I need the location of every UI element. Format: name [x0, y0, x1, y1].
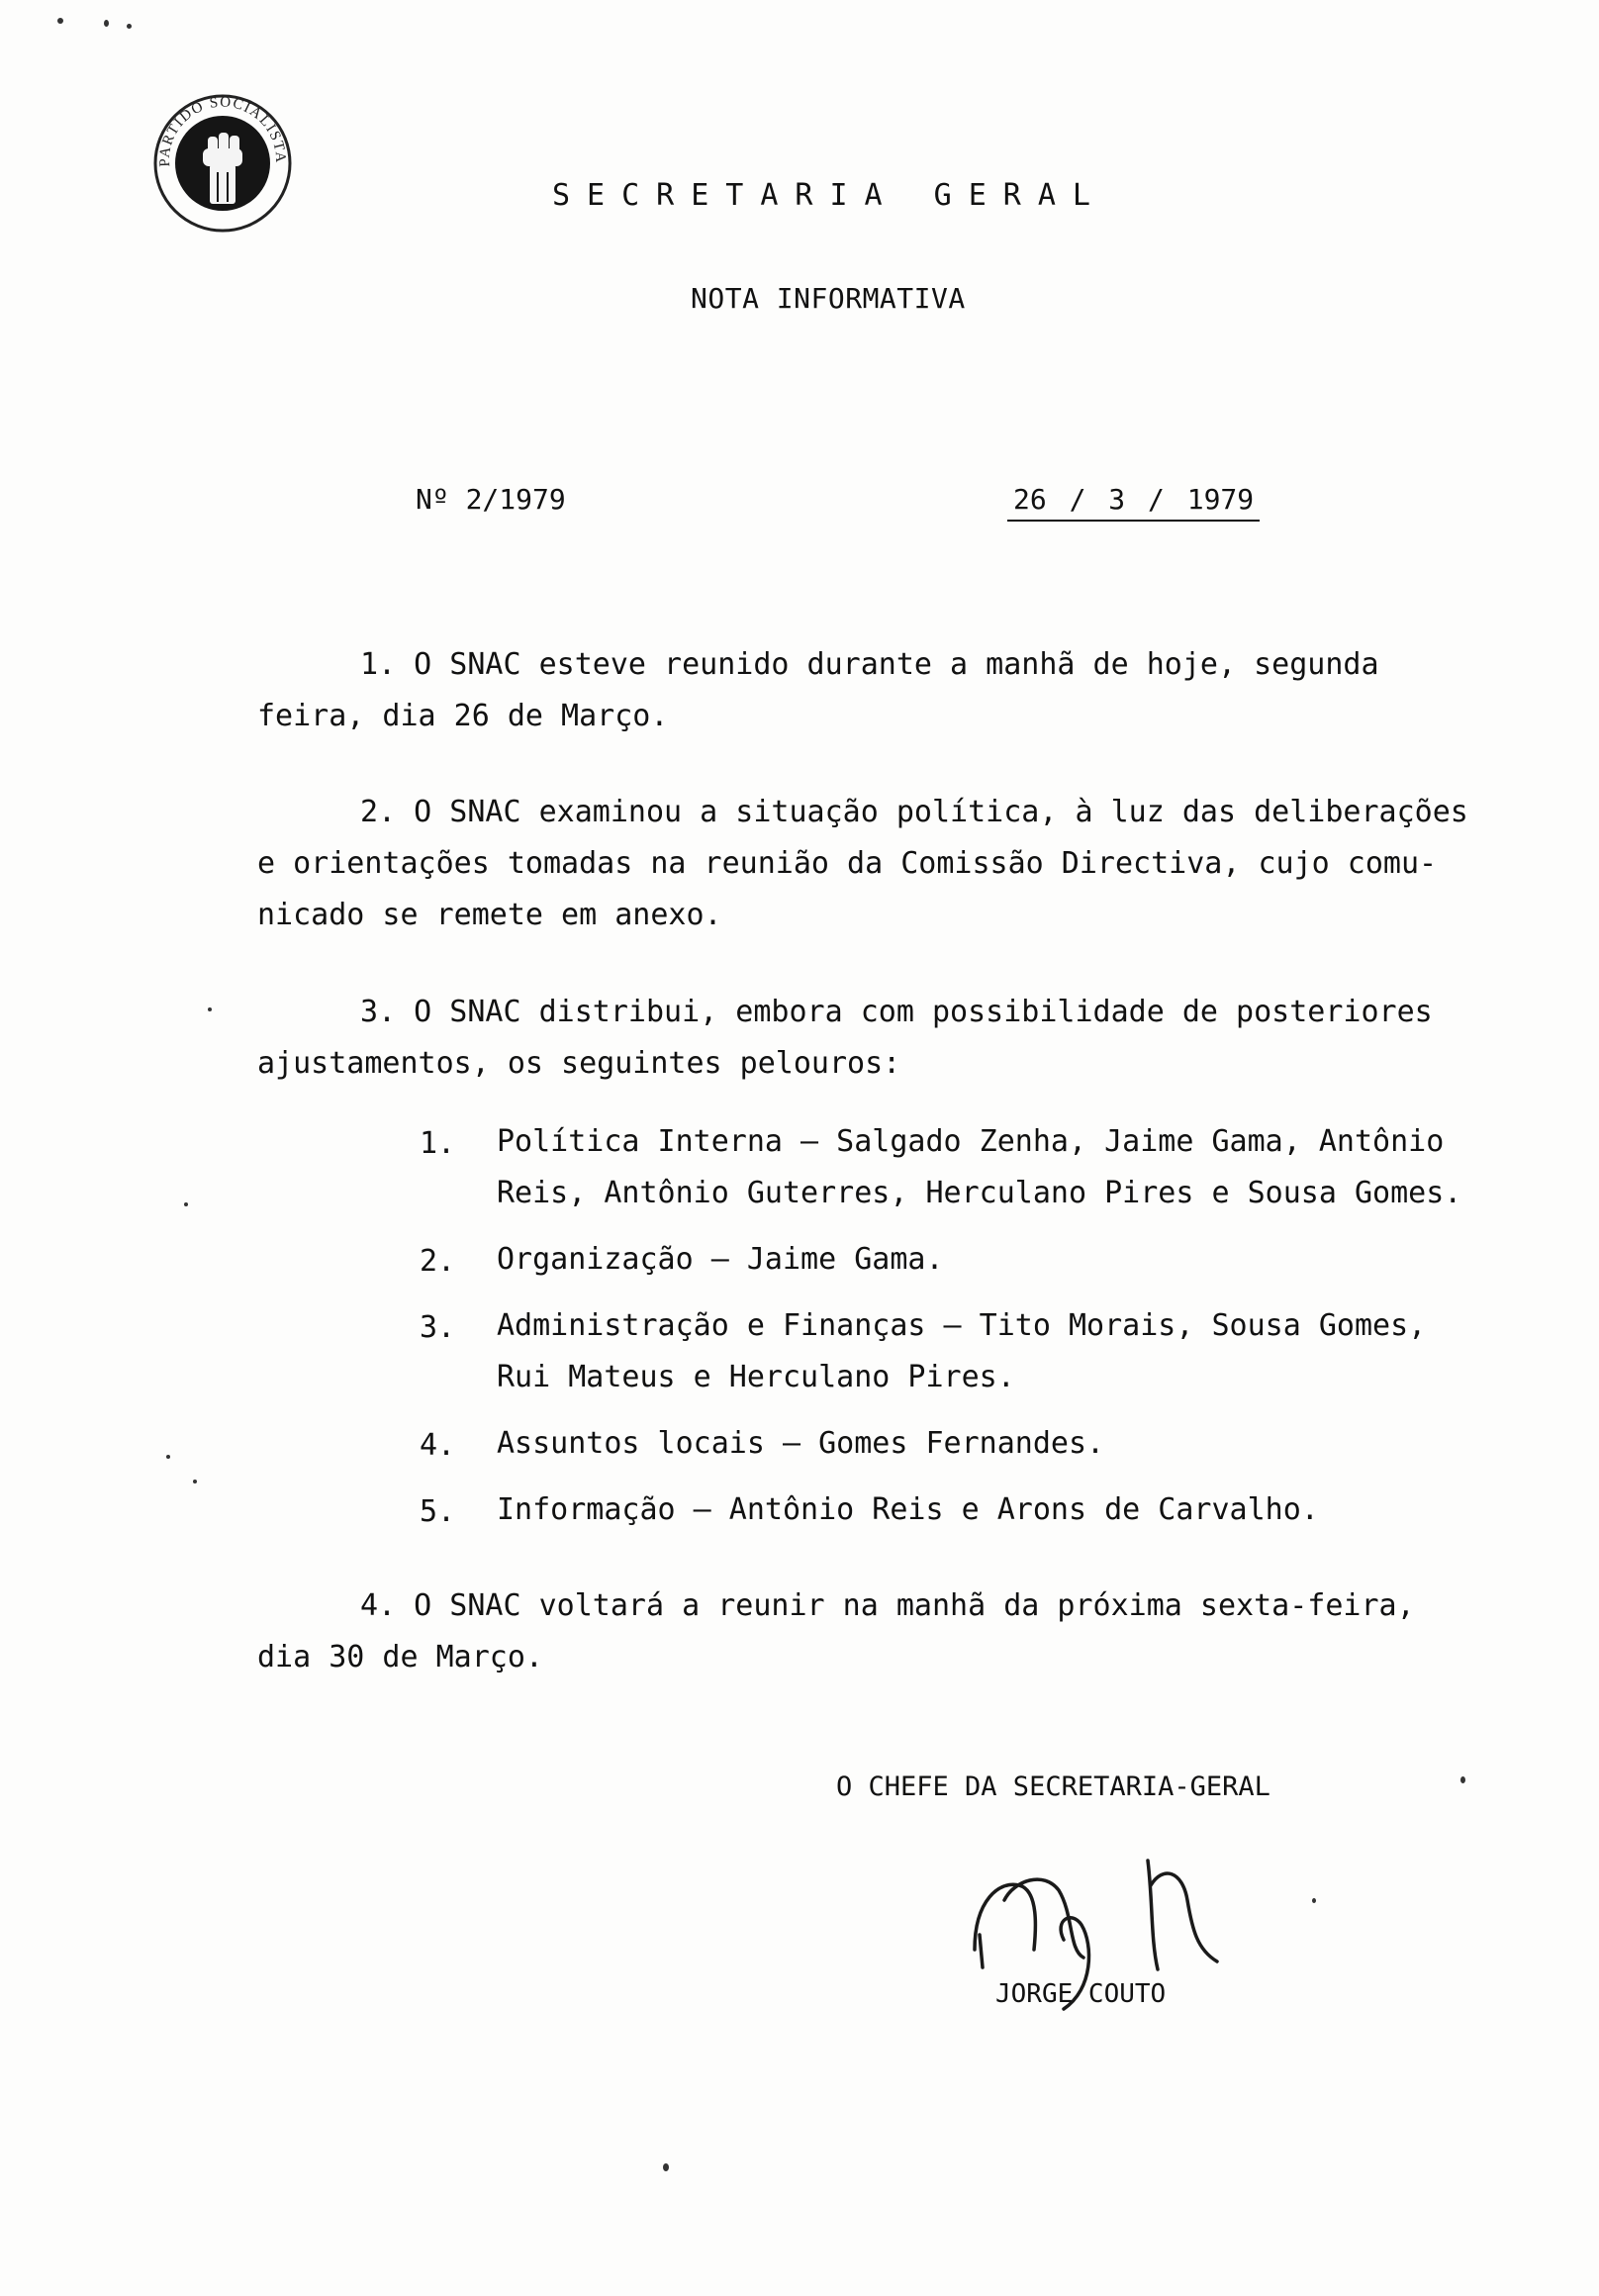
scan-speck — [1460, 1776, 1465, 1783]
raised-fist-icon — [148, 89, 297, 238]
page-title: SECRETARIA GERAL — [552, 178, 1107, 213]
signatory-name: JORGE COUTO — [995, 1979, 1167, 2009]
paragraph-2-line-1: 2. O SNAC examinou a situação política, à luz das deliberações — [360, 795, 1468, 829]
list-item: Política Interna – Salgado Zenha, Jaime Gama, Antônio — [497, 1124, 1445, 1159]
list-item-continuation: Reis, Antônio Guterres, Herculano Pires e Sousa Gomes. — [497, 1176, 1462, 1210]
list-item-number: 2. — [420, 1244, 456, 1279]
list-item: Informação – Antônio Reis e Arons de Carvalho. — [497, 1492, 1319, 1527]
list-item: Administração e Finanças – Tito Morais, Sousa Gomes, — [497, 1308, 1427, 1343]
paragraph-4-line-1: 4. O SNAC voltará a reunir na manhã da próxima sexta-feira, — [360, 1588, 1415, 1623]
scan-speck — [208, 1007, 212, 1011]
signatory-title: O CHEFE DA SECRETARIA-GERAL — [836, 1771, 1270, 1802]
paragraph-3-line-1: 3. O SNAC distribui, embora com possibilidade de posteriores — [360, 995, 1433, 1029]
svg-text:PARTIDO SOCIALISTA: PARTIDO SOCIALISTA — [156, 94, 289, 167]
scan-speck — [184, 1202, 188, 1206]
scan-speck — [193, 1480, 197, 1483]
list-item: Organização – Jaime Gama. — [497, 1242, 944, 1277]
paragraph-4-line-2: dia 30 de Março. — [257, 1640, 543, 1674]
paragraph-1-line-2: feira, dia 26 de Março. — [257, 699, 669, 733]
paragraph-2-line-2: e orientações tomadas na reunião da Comissão Directiva, cujo comu- — [257, 846, 1438, 881]
paragraph-1-line-1: 1. O SNAC esteve reunido durante a manhã de hoje, segunda — [360, 647, 1379, 682]
document-date: 26 / 3 / 1979 — [1007, 483, 1260, 522]
scan-speck — [663, 2163, 669, 2171]
paragraph-2-line-3: nicado se remete em anexo. — [257, 898, 722, 932]
scan-speck — [104, 20, 109, 27]
list-item-number: 4. — [420, 1428, 456, 1463]
list-item-number: 1. — [420, 1126, 456, 1161]
list-item-number: 3. — [420, 1310, 456, 1345]
scan-speck — [127, 24, 132, 29]
list-item: Assuntos locais – Gomes Fernandes. — [497, 1426, 1105, 1461]
document-subtitle: NOTA INFORMATIVA — [691, 282, 966, 315]
handwritten-signature — [945, 1841, 1271, 2058]
party-logo — [148, 89, 297, 238]
paragraph-3-line-2: ajustamentos, os seguintes pelouros: — [257, 1046, 901, 1081]
document-number: Nº 2/1979 — [416, 483, 566, 516]
scan-speck — [166, 1455, 170, 1459]
list-item-continuation: Rui Mateus e Herculano Pires. — [497, 1360, 1015, 1394]
list-item-number: 5. — [420, 1494, 456, 1529]
scan-speck — [57, 18, 63, 24]
scan-speck — [1312, 1898, 1316, 1903]
